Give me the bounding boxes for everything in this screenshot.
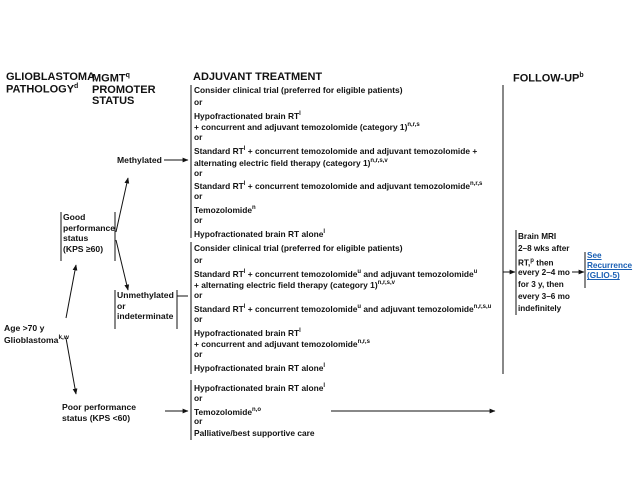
poor-perf-line1: Poor performance	[62, 402, 137, 412]
followup-line: Brain MRI	[518, 232, 557, 241]
followup-line: 2–8 wks after	[518, 244, 570, 253]
treatment-line: Temozolomide$^{n,o}$	[194, 406, 262, 417]
header-mgmt-line1: MGMT$^q$	[92, 72, 130, 85]
treatment-line: Consider clinical trial (preferred for eligible patients)	[194, 85, 403, 95]
root-line1: Age >70 y	[4, 323, 45, 333]
treatment-line: Palliative/best supportive care	[194, 428, 315, 439]
treatment-line: + alternating electric field therapy (category 1)$^{n,r,s,v}$	[194, 280, 395, 291]
see-link-line1[interactable]: See	[587, 251, 602, 260]
treatment-line: alternating electric field therapy (category 1)$^{n,r,s,v}$	[194, 157, 388, 168]
header-followup: FOLLOW-$UP^b$	[513, 72, 584, 85]
poor-performance-node	[62, 403, 136, 422]
unmethylated-treatment-list	[194, 243, 491, 373]
followup-line: every 2–4 mo	[518, 268, 570, 277]
treatment-line: or	[194, 167, 203, 178]
header-mgmt	[92, 72, 156, 107]
followup-line: indefinitely	[518, 304, 562, 313]
treatment-line: or	[194, 132, 203, 143]
header-mgmt-line3: STATUS	[92, 94, 135, 107]
followup-line: every 3–6 mo	[518, 292, 570, 301]
good-perf-line3: status	[63, 233, 89, 244]
arrow-root-to-poor	[66, 338, 76, 394]
treatment-line: Hypofractionated brain $RT^l$	[194, 327, 301, 338]
followup-line: for 3 y, then	[518, 280, 564, 289]
followup-box	[518, 231, 570, 315]
unmethylated-line1: Unmethylated	[117, 290, 174, 300]
treatment-line: or	[194, 290, 203, 301]
root-line2: Glioblastoma$^{k,w}$	[4, 333, 69, 345]
treatment-line: or	[194, 349, 203, 360]
good-performance-node	[63, 213, 115, 253]
unmethylated-line2: or	[117, 300, 126, 311]
good-perf-line2: performance	[63, 222, 116, 233]
header-adjuvant: ADJUVANT TREATMENT	[193, 71, 323, 83]
followup-line: RT,$^p$ then	[518, 258, 554, 268]
treatment-line: or	[194, 214, 203, 225]
treatment-line: Temozolomide$^n$	[194, 204, 256, 215]
treatment-line: Standard $RT^l$ + concurrent temozolomide$^u$ and adjuvant temozolomide$^u$	[194, 268, 478, 279]
see-link-line3[interactable]: (GLIO-5)	[587, 271, 620, 281]
treatment-line: Consider clinical trial (preferred for eligible patients)	[194, 243, 403, 253]
treatment-line: Hypofractionated brain RT alone$^l$	[194, 228, 326, 239]
root-node	[4, 324, 69, 344]
treatment-line: or	[194, 313, 203, 324]
poor-treatment-list	[194, 381, 325, 440]
see-recurrence-link[interactable]	[587, 252, 632, 281]
treatment-line: + concurrent and adjuvant temozolomide (category 1)$^{n,r,s}$	[194, 122, 420, 133]
unmethylated-line3: indeterminate	[117, 311, 174, 322]
treatment-line: Standard $RT^l$ + concurrent temozolomide$^u$ and adjuvant temozolomide$^{n,r,s,u}$	[194, 303, 492, 314]
good-perf-line4: (KPS ≥60)	[63, 243, 104, 254]
poor-perf-line2: status (KPS <60)	[62, 412, 131, 423]
good-perf-line1: Good	[63, 212, 86, 222]
treatment-line: Hypofractionated brain RT alone$^l$	[194, 362, 326, 373]
header-pathology-line2: PATHOLOGY$^d$	[6, 83, 79, 96]
treatment-line: or	[194, 254, 203, 265]
methylated-node: Methylated	[117, 155, 162, 165]
arrow-good-to-unmethylated	[116, 240, 128, 290]
treatment-line: or	[194, 392, 203, 403]
arrow-good-to-methylated	[116, 178, 128, 232]
header-pathology-line1: GLIOBLASTOMA	[6, 71, 96, 83]
treatment-line: Hypofractionated brain $RT^l$	[194, 110, 301, 121]
see-link-line2[interactable]: Recurrence	[587, 261, 633, 271]
header-pathology	[6, 72, 95, 96]
treatment-line: + concurrent and adjuvant temozolomide$^{n,r,s}$	[194, 339, 370, 350]
treatment-line: or	[194, 191, 203, 202]
treatment-line: or	[194, 416, 203, 427]
arrow-root-to-good	[66, 265, 76, 318]
header-mgmt-line2: PROMOTER	[92, 83, 156, 96]
methylated-treatment-list	[194, 85, 482, 238]
treatment-line: Standard $RT^l$ + concurrent temozolomide and adjuvant temozolomide +	[194, 145, 478, 156]
treatment-line: or	[194, 96, 203, 107]
unmethylated-node	[117, 291, 174, 321]
treatment-line: Hypofractionated brain RT alone$^l$	[194, 382, 326, 393]
treatment-line: Standard $RT^l$ + concurrent temozolomide and adjuvant temozolomide$^{n,r,s}$	[194, 181, 483, 192]
